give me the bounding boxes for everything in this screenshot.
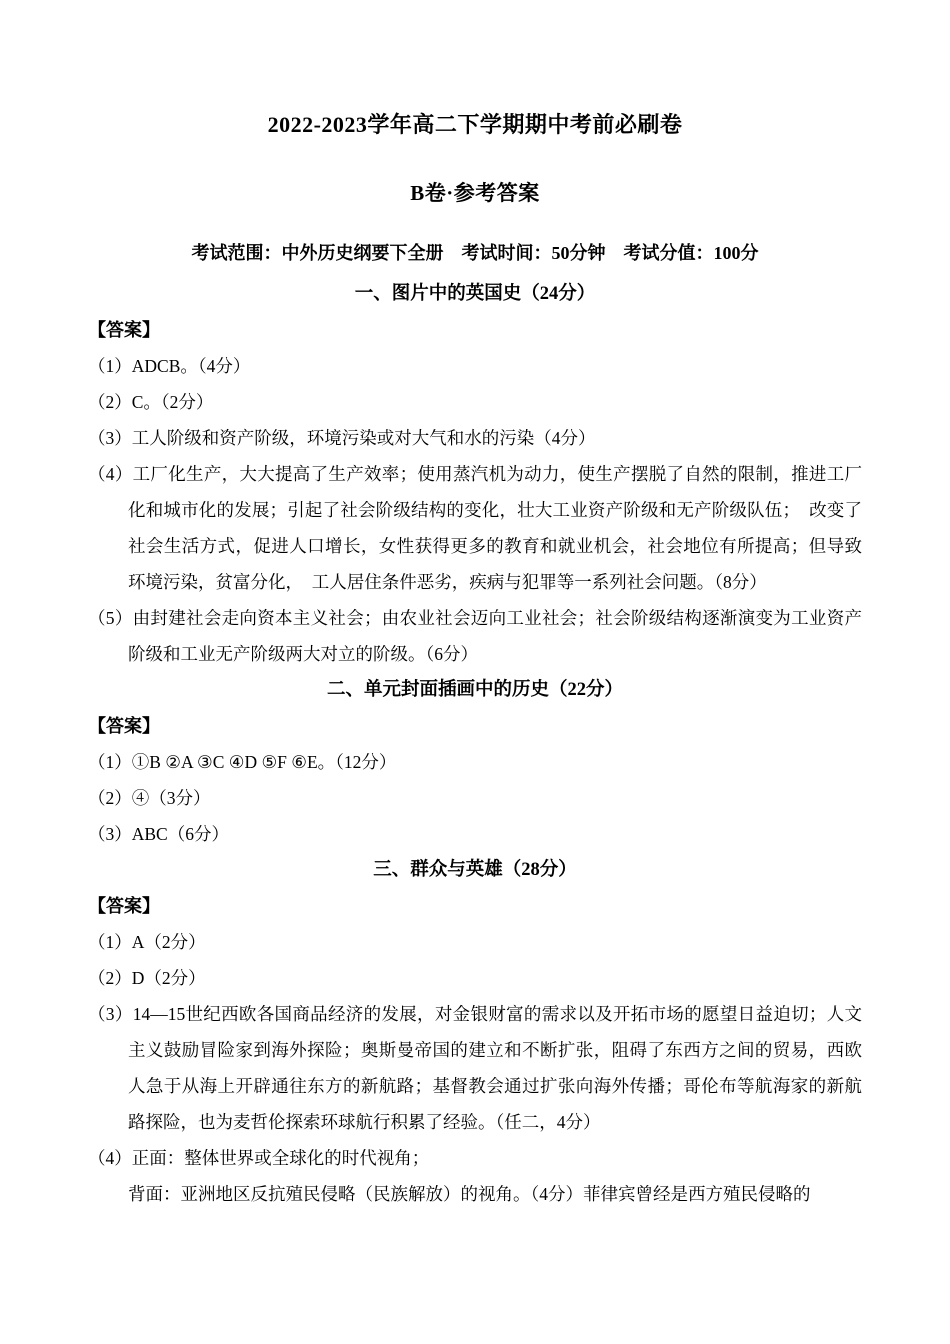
answer-label: 【答案】 xyxy=(88,896,160,916)
item-text: ①B ②A ③C ④D ⑤F ⑥E。（12分） xyxy=(131,752,397,772)
answer-item xyxy=(88,924,862,960)
answer-item xyxy=(88,780,862,816)
section-1-heading: 一、图片中的英国史（24分） xyxy=(354,284,596,304)
answer-item xyxy=(88,744,862,780)
item-text: ④（3分） xyxy=(131,788,211,808)
section-masses-and-heroes xyxy=(88,852,862,1212)
item-text-front: 正面：整体世界或全球化的时代视角； xyxy=(131,1148,430,1168)
item-marker: （2） xyxy=(88,392,132,412)
item-marker: （3） xyxy=(88,1004,133,1024)
item-text: ADCB。（4分） xyxy=(131,356,251,376)
answer-label: 【答案】 xyxy=(88,716,160,736)
doc-subtitle: B卷·参考答案 xyxy=(410,181,540,205)
item-marker: （5） xyxy=(88,608,133,628)
answer-item xyxy=(88,420,862,456)
item-marker: （2） xyxy=(88,788,132,808)
item-text-back: 背面：亚洲地区反抗殖民侵略（民族解放）的视角。（4分）菲律宾曾经是西方殖民侵略的 xyxy=(128,1184,811,1204)
answer-item xyxy=(88,384,862,420)
answer-item xyxy=(88,960,862,996)
answer-item xyxy=(88,456,862,600)
answer-item xyxy=(88,600,862,672)
item-marker: （1） xyxy=(88,356,132,376)
item-text: C。（2分） xyxy=(131,392,214,412)
item-marker: （1） xyxy=(88,932,132,952)
answer-item xyxy=(88,996,862,1140)
section-unit-cover-illustrations xyxy=(88,672,862,852)
item-marker: （2） xyxy=(88,968,132,988)
section-british-history xyxy=(88,276,862,672)
answer-item xyxy=(88,1140,862,1212)
exam-info: 考试范围：中外历史纲要下全册 考试时间：50分钟 考试分值：100分 xyxy=(191,243,759,263)
item-marker: （4） xyxy=(88,464,133,484)
item-text: 工厂化生产，大大提高了生产效率；使用蒸汽机为动力，使生产摆脱了自然的限制，推进工厂化和城市化的发展；引起了社会阶级结构的变化，壮大工业资产阶级和无产阶级队伍； 改变了社会生活方式，促进人口增长，女性获得更多的教育和就业机会，社会地位有所提高；但导致环境污染，贫富分化， 工人居住条件恶劣，疾病与犯罪等一系列社会问题。（8分） xyxy=(128,464,862,592)
item-text: 工人阶级和资产阶级，环境污染或对大气和水的污染（4分） xyxy=(131,428,596,448)
item-text: D（2分） xyxy=(131,968,206,988)
section-3-heading: 三、群众与英雄（28分） xyxy=(373,860,577,880)
answer-label: 【答案】 xyxy=(88,320,160,340)
section-2-heading: 二、单元封面插画中的历史（22分） xyxy=(326,680,623,700)
item-marker: （4） xyxy=(88,1148,132,1168)
item-marker: （1） xyxy=(88,752,132,772)
item-text: ABC（6分） xyxy=(131,824,229,844)
item-marker: （3） xyxy=(88,824,132,844)
item-text: A（2分） xyxy=(131,932,206,952)
answer-item xyxy=(88,348,862,384)
answer-item xyxy=(88,816,862,852)
doc-title: 2022-2023学年高二下学期期中考前必刷卷 xyxy=(267,112,683,137)
item-text: 14—15世纪西欧各国商品经济的发展，对金银财富的需求以及开拓市场的愿望日益迫切；人文主义鼓励冒险家到海外探险；奥斯曼帝国的建立和不断扩张，阻碍了东西方之间的贸易，西欧人急于从海上开辟通往东方的新航路；基督教会通过扩张向海外传播；哥伦布等航海家的新航路探险，也为麦哲伦探索环球航行积累了经验。（任二，4分） xyxy=(128,1004,863,1132)
item-marker: （3） xyxy=(88,428,132,448)
item-text: 由封建社会走向资本主义社会；由农业社会迈向工业社会；社会阶级结构逐渐演变为工业资产阶级和工业无产阶级两大对立的阶级。（6分） xyxy=(128,608,862,664)
